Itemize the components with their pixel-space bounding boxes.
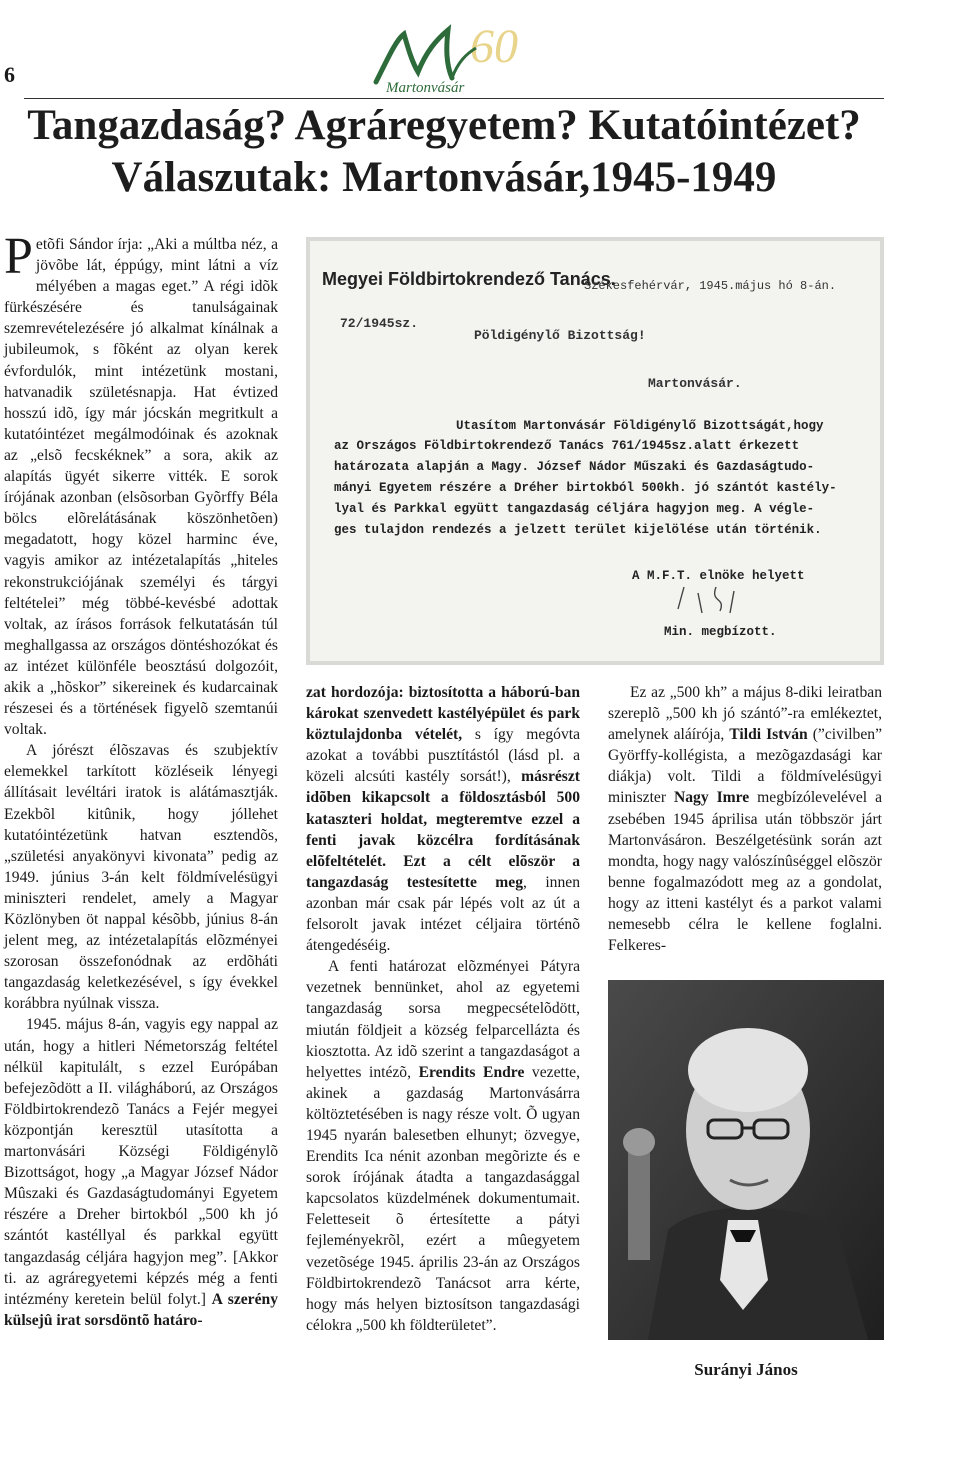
doc-sign-1: A M.F.T. elnöke helyett [632,569,805,583]
page-number: 6 [4,62,15,87]
doc-place: Martonvásár. [648,376,742,391]
doc-sign-2: Min. megbízott. [664,625,777,639]
column-3 [608,682,882,956]
doc-recipient: Pöldigénylő Bizottság! [474,328,646,343]
paragraph: zat hordozója: biztosította a háború-ban károkat szenvedett kastélyépület és park köztulajdonba vételét, s így megóvta azokat a további pusztítástól (lásd pl. a közeli alcsúti kastély sorsát!), másrészt idõben kikapcsolt a földosztásból 500 kataszteri holdat, megteremtve ezzel a fenti javak közcélra fordításának elõfeltételét. Ezt a célt elõször a tangazdaság testesítette meg, innen azonban már csak pár lépés volt az út a felsorolt javak intézet céljaira történõ átengedéséig. [306,684,581,955]
drop-cap: P [4,228,33,285]
logo-numeral: 60 [470,20,518,73]
anniversary-logo [366,18,526,98]
column-1 [4,228,278,1331]
title-line-2: Válaszutak: Martonvásár,1945-1949 [111,154,777,201]
archival-document-image [306,237,884,665]
doc-ref: 72/1945sz. [340,316,419,331]
doc-header: Megyei Földbirtokrendező Tanács. [322,269,616,289]
doc-date: Székesfehérvár, 1945.május hó 8-án. [584,279,837,293]
doc-line: határozata alapján a Magy. József Nádor Műszaki és Gazdaságtudo- [334,460,815,474]
paragraph: Petõfi Sándor írja: „Aki a múltba néz, a jövõbe lát, éppúgy, mint látni a víz mélyében a magas eget.” A régi idõk fürkészésére és tanulságainak szemrevételezésére jó alkalmat kínálnak a jubileumok, s fõként az olyan kerek évfordulók, mint intézetünk mostani, hatvanadik születésnapja. Hat évtized hosszú idõ, így már jócskán megritkult a kutatóintézet megálmodóinak és azoknak az „elsõ fecskéknek” a sora, akik az alapítás ügyét sikerre vitték. E sorok írójának azonban (elsõsorban Gyõrffy Béla bölcs elõrelátásának köszönhetõen) megadatott, hogy közel harminc éve, vagyis amikor az intézetalapítás „hiteles rekonstrukciójának személyi és tárgyi feltételei” még többé-kevésbé adottak voltak, az írásos források felkutatásán túl meghallgassa az országos döntéshozókat és az intézet különféle beosztású dolgozóit, akik a „hõskor” sikereinek és kudarcainak részesei és a történések figyelõ szemtanúi voltak. [4,228,278,739]
article-title [0,100,888,204]
photo-caption: Surányi János [694,1360,798,1379]
paragraph: 1945. május 8-án, vagyis egy nappal az után, hogy a hitleri Németország feltétel nélkül kapitulált, s ezzel Európában befejezõdött a II. világháború, az Országos Földbirtokrendezõ Tanács a Fejér megyei központján keresztül utasította a martonvásári Községi Földigénylõ Bizottságot, hogy „a Magyar József Nádor Mûszaki és Gazdaságtudományi Egyetem részére a Dreher birtokból „500 kh jó szántót kastéllyal és parkkal együtt tangazdaság céljára hagyjon meg”. [Akkor ti. az agráregyetemi képzés még a fenti intézmény keretein belül folyt.] A szerény külsejû irat sorsdöntõ határo- [4,1016,278,1329]
paragraph: A jórészt élõszavas és szubjektív elemekkel tarkított közléseik lényegi állításait levéltári iratok is alátámasztják. Ezekbõl kitûnik, hogy jóllehet kutatóintézetünk hatvan esztendõs, „születési anyakönyvi kivonata” pedig az 1949. június 3-án kelt földmívelésügyi miniszteri rendelet, amely a Magyar Közlönyben öt nappal késõbb, június 8-án jelent meg, az intézetalapítás elõzményei szorosan összefonódnak az erdõháti tangazdaság keletkezésével, s így évekkel korábbra nyúlnak vissza. [4,742,278,1013]
title-line-1: Tangazdaság? Agráregyetem? Kutatóintézet? [27,102,861,149]
logo-name: Martonvásár [386,80,465,96]
paragraph: Ez az „500 kh” a május 8-diki leiratban szereplõ „500 kh jó szántó”-ra emlékeztet, amelynek aláírója, Tildi István (”civilben” Györffy-kollégista, a mezõgazdasági kar diákja) volt. Tildi a földmívelésügyi miniszter Nagy Imre megbízólevelével a zsebében 1945 áprilisa után többször járt Martonvásáron. Beszélgetésünk során azt mondta, hogy nagy valószínûséggel elõször benne fogalmazódott meg az a gondolat, hogy az itteni kastélyt és a parkot valami nemesebb célra le kellene foglalni. Felkeres- [608,684,882,955]
header-rule [24,98,884,99]
doc-line: lyal és Parkkal együtt tangazdaság céljára hagyjon meg. A végle- [334,502,815,516]
portrait-photo [608,980,884,1340]
doc-line: ges tulajdon rendezés a jelzett terület kijelölése után történik. [334,523,822,537]
doc-line: mányi Egyetem részére a Dréher birtokból 500kh. jó szántót kastély- [334,481,837,495]
doc-line: Utasítom Martonvásár Földigénylő Bizottságát,hogy [456,419,824,433]
column-2 [306,682,580,1336]
paragraph: A fenti határozat elõzményei Pátyra vezetnek bennünket, ahol az egyetemi tangazdaság sorsa megpecsételõdött, miután földjeit a község felparcellázta és kiosztotta. Az idõ szerint a tangazdaságot a helyettes intézõ, Erendits Endre vezette, akinek a gazdaság Martonvásárra költöztetésében is nagy része volt. Õ ugyan 1945 nyarán balesetben elhunyt; özvegye, Erendits Ica nénit azonban megõrizte és e sorok írójának átadta a tangazdasággal kapcsolatos küzdelmének dokumentumait. Feletteseit õ értesítette a pátyi fejleményekrõl, ezért a mûegyetem vezetõsége 1945. április 23-án az Országos Földbirtokrendezõ Tanácsot arra kérte, hogy más helyen biztosítson tangazdasági célokra „500 kh földterületet”. [306,958,580,1334]
doc-line: az Országos Földbirtokrendező Tanács 761/1945sz.alatt érkezett [334,439,800,453]
